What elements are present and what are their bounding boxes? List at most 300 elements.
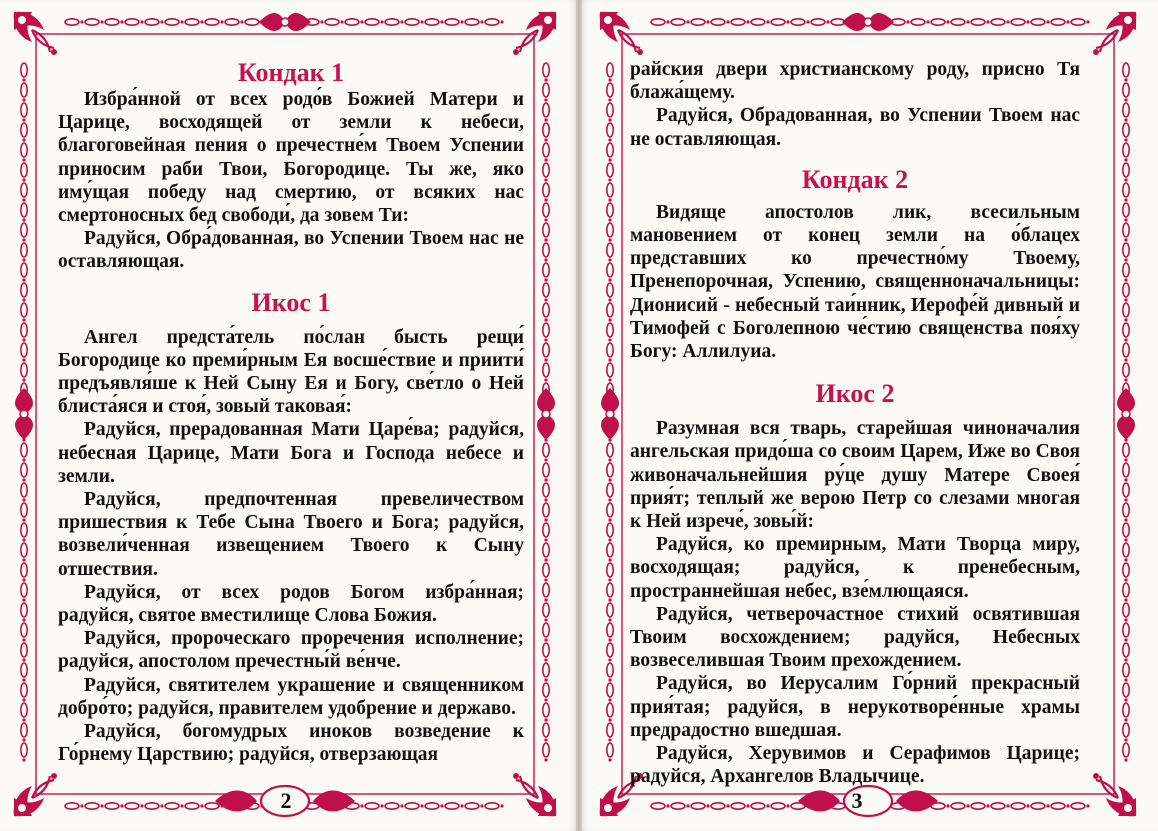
chain-dot-icon [1124,118,1127,121]
chain-dot-icon [1124,638,1127,641]
chain-link-icon [811,19,825,25]
chain-dot-icon [1124,358,1127,361]
chain-link-icon [543,583,549,597]
chain-link-icon [791,19,805,25]
chain-dot-icon [200,804,203,807]
chain-link-icon [21,603,27,617]
chain-dot-icon [22,538,25,541]
chain-dot-icon [1124,758,1127,761]
ikos-1-verse: Радуйся, прерадованная Мати Царе́ва; радуйся, небесная Царице, Мати Бога и Господа небесе и земли. [58,419,524,487]
chain-dot-icon [1124,478,1127,481]
chain-dot-icon [544,218,547,221]
chain-link-icon [651,803,665,809]
chain-link-icon [21,123,27,137]
chain-link-icon [105,19,119,25]
chain-dot-icon [608,738,611,741]
chain-link-icon [691,803,705,809]
chain-link-icon [105,803,119,809]
chain-dot-icon [22,218,25,221]
chain-link-icon [1123,183,1129,197]
chain-dot-icon [544,718,547,721]
chain-link-icon [1123,623,1129,637]
chain-dot-icon [120,20,123,23]
chain-dot-icon [746,804,749,807]
chain-link-icon [1123,543,1129,557]
chain-dot-icon [22,178,25,181]
chain-link-icon [405,19,419,25]
chain-dot-icon [400,804,403,807]
chain-dot-icon [22,138,25,141]
flourish-icon [1117,388,1135,440]
ikos-2-text: Разумная вся тварь, старейшая чиноначалия ангельская придо́ша со своим Царем, Иже во Своя живоначальнейшия ру́це душу Матере Своея́ прия́т; теплый же верою Петр со слезами многая к Ней изрече́, зовы́й: [630,418,1080,533]
chain-dot-icon [22,338,25,341]
chain-dot-icon [22,458,25,461]
chain-dot-icon [608,98,611,101]
chain-dot-icon [500,20,503,23]
chain-dot-icon [500,804,503,807]
chain-dot-icon [686,20,689,23]
chain-dot-icon [140,804,143,807]
flourish-icon [842,13,894,31]
chain-dot-icon [22,638,25,641]
chain-link-icon [607,503,613,517]
chain-link-icon [145,19,159,25]
ikos-1-refrain: Радуйся, Обрадованная, во Успении Твоем нас не оставляющая. [630,105,1080,150]
chain-link-icon [607,363,613,377]
chain-link-icon [1123,503,1129,517]
chain-link-icon [1123,643,1129,657]
chain-link-icon [543,83,549,97]
chain-dot-icon [1124,98,1127,101]
chain-dot-icon [544,178,547,181]
chain-dot-icon [22,598,25,601]
chain-link-icon [65,803,79,809]
chain-link-icon [21,503,27,517]
page-number: 2 [280,788,292,813]
chain-dot-icon [1124,738,1127,741]
chain-link-icon [21,83,27,97]
chain-link-icon [1123,103,1129,117]
chain-dot-icon [608,298,611,301]
chain-link-icon [607,183,613,197]
ikos-1-verse: Радуйся, предпочтенная превеличеством пришествия к Тебе Сына Твоего и Бога; радуйся, возвели́ченная извещением Твоего к Сыну отшествия. [58,489,524,580]
left-page [0,0,578,831]
chain-dot-icon [544,198,547,201]
chain-link-icon [465,803,479,809]
chain-link-icon [607,603,613,617]
chain-link-icon [607,683,613,697]
chain-link-icon [607,583,613,597]
chain-link-icon [711,19,725,25]
chain-dot-icon [544,338,547,341]
chain-dot-icon [160,20,163,23]
ikos-2-verse: Радуйся, ко премирным, Мати Творца миру, восходящая; радуйся, к пренебесным, пространнейшая небес, взе́млющаяся. [630,534,1080,602]
chain-link-icon [607,163,613,177]
kondak-1-refrain: Радуйся, Обра́дованная, во Успении Твоем нас не оставляющая. [58,228,524,273]
chain-link-icon [543,443,549,457]
chain-link-icon [971,803,985,809]
chain-dot-icon [240,20,243,23]
chain-dot-icon [480,804,483,807]
ikos-1-text: Ангел предста́тель по́слан бысть рещи́ Богородице ко преми́рным Ея восше́ствие и приити́ предъявля́ше к Ней Сыну Ея и Богу, све́тло о Ней блиста́яся и стоя́, зовый таковая́: [58,326,524,418]
chain-link-icon [543,463,549,477]
chain-dot-icon [766,804,769,807]
chain-dot-icon [22,698,25,701]
chain-dot-icon [1124,178,1127,181]
chain-dot-icon [160,804,163,807]
chain-link-icon [607,143,613,157]
chain-dot-icon [22,758,25,761]
chain-dot-icon [22,198,25,201]
chain-dot-icon [1124,618,1127,621]
chain-link-icon [607,463,613,477]
chain-link-icon [205,19,219,25]
chain-dot-icon [608,178,611,181]
chain-link-icon [607,663,613,677]
chain-dot-icon [986,804,989,807]
chain-link-icon [607,323,613,337]
chain-link-icon [543,123,549,137]
chain-link-icon [543,663,549,677]
chain-dot-icon [22,98,25,101]
chain-dot-icon [608,318,611,321]
chain-dot-icon [946,20,949,23]
chain-dot-icon [608,458,611,461]
chain-link-icon [1031,803,1045,809]
chain-dot-icon [22,578,25,581]
kondak-2-text: Видяще апостолов лик, всесильным мановением от конец земли на о́блацех представших ко пречестно́му Твоему, Пренепорочная, Успению, священноначальницы: Дионисий - небесный таи́нник, Иерофе́й дивный и Тимофей с Боголепною че́стию священства поя́ху Богу: Аллилуиа. [630,201,1080,363]
chain-link-icon [607,543,613,557]
chain-dot-icon [608,538,611,541]
chain-link-icon [543,743,549,757]
chain-dot-icon [608,358,611,361]
chain-dot-icon [966,20,969,23]
chain-link-icon [1123,343,1129,357]
chain-link-icon [543,703,549,717]
chain-dot-icon [1124,78,1127,81]
ikos-1-verse: Радуйся, богомудрых иноков возведение к Го́рнему Царствию; радуйся, отверзающая [58,721,524,766]
chain-link-icon [607,483,613,497]
chain-dot-icon [460,804,463,807]
chain-dot-icon [946,804,949,807]
chain-link-icon [911,19,925,25]
chain-link-icon [607,623,613,637]
chain-dot-icon [1026,804,1029,807]
chain-dot-icon [608,658,611,661]
chain-link-icon [165,19,179,25]
chain-dot-icon [22,518,25,521]
chain-dot-icon [460,20,463,23]
page-number: 3 [851,788,863,813]
chain-dot-icon [608,138,611,141]
chain-dot-icon [766,20,769,23]
chain-link-icon [21,663,27,677]
chain-link-icon [345,19,359,25]
ikos-1-verse: Радуйся, святителем украшение и священником добро́то; радуйся, правителем удобрение и державо. [58,674,524,719]
chain-link-icon [931,19,945,25]
chain-link-icon [1123,223,1129,237]
chain-link-icon [205,803,219,809]
chain-dot-icon [544,538,547,541]
chain-link-icon [21,63,27,77]
chain-dot-icon [608,238,611,241]
chain-dot-icon [340,20,343,23]
chain-link-icon [485,19,499,25]
chain-dot-icon [80,804,83,807]
chain-link-icon [21,283,27,297]
chain-dot-icon [320,20,323,23]
chain-dot-icon [544,658,547,661]
chain-dot-icon [544,238,547,241]
flourish-icon [537,388,555,440]
chain-dot-icon [22,658,25,661]
chain-link-icon [21,183,27,197]
chain-link-icon [607,343,613,357]
chain-dot-icon [966,804,969,807]
chain-link-icon [1123,363,1129,377]
chain-dot-icon [608,498,611,501]
chain-dot-icon [22,378,25,381]
chain-link-icon [465,19,479,25]
chain-link-icon [225,19,239,25]
chain-link-icon [543,323,549,337]
chain-link-icon [543,503,549,517]
chain-dot-icon [544,138,547,141]
chain-link-icon [607,203,613,217]
chain-link-icon [607,563,613,577]
chain-dot-icon [1006,20,1009,23]
chain-dot-icon [786,20,789,23]
chain-dot-icon [480,20,483,23]
chain-dot-icon [1046,804,1049,807]
chain-link-icon [607,223,613,237]
chain-link-icon [21,683,27,697]
chain-dot-icon [544,618,547,621]
chain-dot-icon [608,638,611,641]
chain-dot-icon [826,20,829,23]
chain-dot-icon [608,598,611,601]
chain-dot-icon [544,498,547,501]
chain-dot-icon [544,678,547,681]
chain-link-icon [543,243,549,257]
chain-link-icon [21,143,27,157]
chain-link-icon [1123,743,1129,757]
chain-link-icon [607,103,613,117]
chain-link-icon [1123,723,1129,737]
chain-dot-icon [608,618,611,621]
chain-dot-icon [608,518,611,521]
chain-link-icon [543,483,549,497]
chain-link-icon [21,463,27,477]
chain-dot-icon [726,20,729,23]
chain-dot-icon [120,804,123,807]
chain-link-icon [607,643,613,657]
chain-link-icon [1123,703,1129,717]
chain-link-icon [607,703,613,717]
chain-link-icon [751,19,765,25]
chain-link-icon [65,19,79,25]
chain-dot-icon [544,598,547,601]
chain-dot-icon [380,20,383,23]
chain-dot-icon [544,578,547,581]
chain-dot-icon [1124,698,1127,701]
chain-dot-icon [608,118,611,121]
chain-dot-icon [22,738,25,741]
chain-dot-icon [544,638,547,641]
chain-link-icon [385,19,399,25]
chain-link-icon [21,203,27,217]
chain-link-icon [1031,19,1045,25]
chain-link-icon [751,803,765,809]
chain-link-icon [691,19,705,25]
chain-dot-icon [786,804,789,807]
chain-dot-icon [1046,20,1049,23]
chain-link-icon [711,803,725,809]
chain-link-icon [543,603,549,617]
chain-link-icon [145,803,159,809]
chain-dot-icon [22,258,25,261]
right-page [580,0,1158,831]
chain-link-icon [1123,603,1129,617]
chain-link-icon [543,223,549,237]
chain-link-icon [1071,803,1085,809]
chain-link-icon [1051,803,1065,809]
chain-dot-icon [686,804,689,807]
chain-dot-icon [1124,378,1127,381]
chain-link-icon [951,803,965,809]
chain-link-icon [21,343,27,357]
chain-dot-icon [1066,20,1069,23]
chain-link-icon [607,263,613,277]
chain-link-icon [543,183,549,197]
chain-dot-icon [906,20,909,23]
chain-link-icon [165,803,179,809]
chain-link-icon [21,643,27,657]
chain-link-icon [125,803,139,809]
chain-link-icon [21,583,27,597]
chain-dot-icon [608,478,611,481]
chain-dot-icon [608,158,611,161]
chain-dot-icon [22,278,25,281]
chain-link-icon [1123,263,1129,277]
chain-dot-icon [666,20,669,23]
chain-link-icon [607,283,613,297]
chain-link-icon [543,343,549,357]
chain-link-icon [445,803,459,809]
chain-link-icon [21,103,27,117]
chain-link-icon [1123,63,1129,77]
chain-link-icon [731,19,745,25]
chain-link-icon [771,803,785,809]
chain-dot-icon [608,678,611,681]
chain-link-icon [1123,663,1129,677]
chain-dot-icon [1124,318,1127,321]
chain-dot-icon [726,804,729,807]
chain-link-icon [543,523,549,537]
chain-link-icon [543,563,549,577]
chain-link-icon [543,263,549,277]
chain-link-icon [543,103,549,117]
chain-link-icon [1123,243,1129,257]
chain-dot-icon [544,758,547,761]
chain-dot-icon [608,198,611,201]
chain-dot-icon [1124,558,1127,561]
chain-dot-icon [926,20,929,23]
chain-dot-icon [608,698,611,701]
chain-link-icon [385,803,399,809]
chain-link-icon [1123,123,1129,137]
chain-dot-icon [22,678,25,681]
chain-link-icon [1123,203,1129,217]
chain-link-icon [543,63,549,77]
chain-link-icon [543,363,549,377]
chain-link-icon [365,803,379,809]
chain-dot-icon [544,78,547,81]
chain-link-icon [1123,583,1129,597]
chain-dot-icon [22,358,25,361]
chain-dot-icon [1124,678,1127,681]
chain-link-icon [543,203,549,217]
chain-dot-icon [544,118,547,121]
chain-dot-icon [544,278,547,281]
chain-link-icon [21,723,27,737]
chain-dot-icon [1124,518,1127,521]
kondak-2-heading: Кондак 2 [801,164,909,194]
book-gutter [576,0,582,831]
chain-link-icon [543,643,549,657]
chain-dot-icon [22,238,25,241]
chain-link-icon [21,223,27,237]
chain-dot-icon [22,318,25,321]
chain-dot-icon [544,378,547,381]
ikos-1-continuation: райския двери христианскому роду, присно Тя блажа́щему. [630,59,1080,104]
ikos-2-verse: Радуйся, четверочастное стихий освятившая Твоим восхождением; радуйся, Небесных возвеселившая Твоим прехождением. [630,603,1080,672]
chain-link-icon [485,803,499,809]
chain-link-icon [405,803,419,809]
chain-dot-icon [608,378,611,381]
chain-dot-icon [1124,718,1127,721]
chain-link-icon [607,83,613,97]
chain-dot-icon [420,20,423,23]
chain-dot-icon [1066,804,1069,807]
chain-link-icon [21,263,27,277]
chain-link-icon [771,19,785,25]
chain-link-icon [607,123,613,137]
chain-dot-icon [100,20,103,23]
ikos-1-heading: Икос 1 [251,287,331,317]
kondak-1-heading: Кондак 1 [237,58,345,87]
chain-link-icon [543,163,549,177]
kondak-1-text: Избра́нной от всех родо́в Божией Матери и Царице, восходящей от земли к небеси, благоговейная пения о пречестне́м Твоем Успении приносим раби Твои, Богородице. Ты же, яко иму́щая победу над смертию, от всяких нас смертоносных бед свободи́, да зовем Ти: [58,89,524,227]
chain-link-icon [21,523,27,537]
chain-link-icon [21,363,27,377]
chain-link-icon [671,19,685,25]
chain-dot-icon [1124,218,1127,221]
chain-link-icon [1123,563,1129,577]
chain-dot-icon [180,804,183,807]
chain-link-icon [21,303,27,317]
chain-link-icon [445,19,459,25]
chain-dot-icon [608,338,611,341]
chain-link-icon [731,803,745,809]
chain-link-icon [425,803,439,809]
chain-link-icon [185,803,199,809]
chain-dot-icon [1124,298,1127,301]
chain-dot-icon [986,20,989,23]
chain-link-icon [543,683,549,697]
chain-link-icon [543,283,549,297]
flourish-icon [15,388,33,440]
